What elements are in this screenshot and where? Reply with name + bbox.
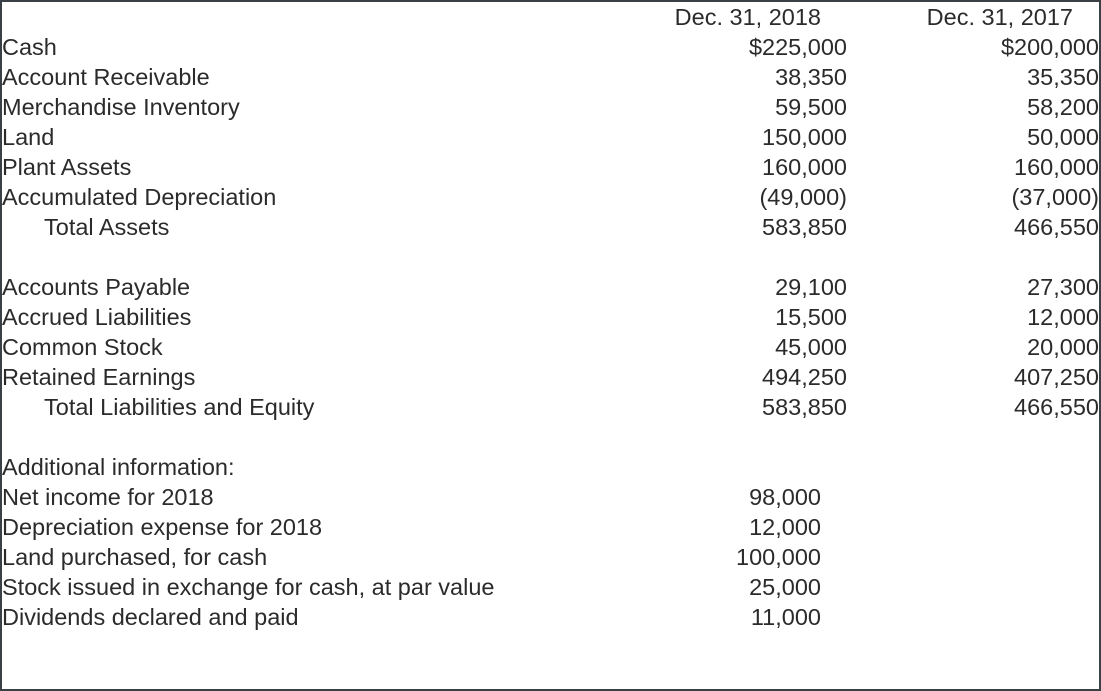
value-dec-31-2018: 59,500 — [775, 94, 847, 120]
value-dec-31-2018: 15,500 — [775, 304, 847, 330]
value-dec-31-2018: 494,250 — [762, 364, 847, 390]
section-spacer-liabilities — [2, 422, 1099, 452]
value-dec-31-2017: (37,000) — [1011, 184, 1099, 210]
value-dec-31-2018: 160,000 — [762, 154, 847, 180]
row-label: Retained Earnings — [2, 364, 196, 390]
table-row — [2, 182, 1099, 212]
row-label: Accrued Liabilities — [2, 304, 192, 330]
table-header — [2, 2, 1099, 32]
value-dec-31-2018: 583,850 — [762, 214, 847, 240]
value-dec-31-2018: 29,100 — [775, 274, 847, 300]
table-row — [2, 272, 1099, 302]
spacer-cell — [847, 242, 1099, 272]
table-row — [2, 572, 1099, 602]
spacer-cell — [639, 242, 847, 272]
additional-value: 12,000 — [749, 514, 821, 540]
comparative-balance-sheet-table — [2, 2, 1099, 632]
value-dec-31-2018: $225,000 — [748, 34, 847, 60]
value-dec-31-2017: 35,350 — [1027, 64, 1099, 90]
row-label: Merchandise Inventory — [2, 94, 240, 120]
empty-cell — [847, 482, 1099, 512]
row-label: Land purchased, for cash — [2, 544, 268, 570]
spacer-row — [2, 422, 1099, 452]
value-dec-31-2017: 12,000 — [1027, 304, 1099, 330]
column-header-dec-31-2017: Dec. 31, 2017 — [926, 4, 1073, 30]
row-label: Account Receivable — [2, 64, 210, 90]
table-row — [2, 392, 1099, 422]
table-row — [2, 512, 1099, 542]
empty-cell — [847, 572, 1099, 602]
empty-cell — [847, 602, 1099, 632]
table-row — [2, 32, 1099, 62]
assets-section — [2, 32, 1099, 242]
row-label: Plant Assets — [2, 154, 132, 180]
section-spacer-assets — [2, 242, 1099, 272]
table-row — [2, 152, 1099, 182]
additional-information-heading-row — [2, 452, 1099, 482]
row-label: Total Liabilities and Equity — [44, 394, 315, 420]
spacer-cell — [639, 422, 847, 452]
table-row — [2, 122, 1099, 152]
row-label: Stock issued in exchange for cash, at par value — [2, 574, 495, 600]
spacer-cell — [847, 422, 1099, 452]
value-dec-31-2018: (49,000) — [759, 184, 847, 210]
value-dec-31-2018: 38,350 — [775, 64, 847, 90]
value-dec-31-2017: 160,000 — [1014, 154, 1099, 180]
table-row — [2, 602, 1099, 632]
additional-value: 98,000 — [749, 484, 821, 510]
value-dec-31-2017: 50,000 — [1027, 124, 1099, 150]
empty-cell — [847, 512, 1099, 542]
row-label: Cash — [2, 34, 57, 60]
table-row — [2, 542, 1099, 572]
table-row — [2, 62, 1099, 92]
value-dec-31-2017: 27,300 — [1027, 274, 1099, 300]
column-header-row — [2, 2, 1099, 32]
value-dec-31-2017: 466,550 — [1014, 214, 1099, 240]
spacer-cell — [2, 242, 639, 272]
table-row — [2, 212, 1099, 242]
value-dec-31-2018: 45,000 — [775, 334, 847, 360]
value-dec-31-2018: 583,850 — [762, 394, 847, 420]
table-row — [2, 302, 1099, 332]
table-row — [2, 92, 1099, 122]
column-header-label — [2, 2, 639, 32]
empty-cell — [847, 542, 1099, 572]
spacer-cell — [2, 422, 639, 452]
value-dec-31-2018: 150,000 — [762, 124, 847, 150]
row-label: Depreciation expense for 2018 — [2, 514, 323, 540]
liabilities-equity-section — [2, 272, 1099, 422]
value-dec-31-2017: 58,200 — [1027, 94, 1099, 120]
table-row — [2, 332, 1099, 362]
row-label: Accounts Payable — [2, 274, 191, 300]
empty-cell — [639, 452, 847, 482]
row-label: Dividends declared and paid — [2, 604, 299, 630]
additional-information-section — [2, 452, 1099, 482]
value-dec-31-2017: 407,250 — [1014, 364, 1099, 390]
row-label: Accumulated Depreciation — [2, 184, 277, 210]
row-label: Land — [2, 124, 55, 150]
spacer-row — [2, 242, 1099, 272]
empty-cell — [847, 452, 1099, 482]
table-row — [2, 362, 1099, 392]
row-label: Common Stock — [2, 334, 163, 360]
additional-value: 100,000 — [736, 544, 821, 570]
table-row — [2, 482, 1099, 512]
column-header-dec-31-2018: Dec. 31, 2018 — [674, 4, 821, 30]
value-dec-31-2017: 20,000 — [1027, 334, 1099, 360]
value-dec-31-2017: $200,000 — [1000, 34, 1099, 60]
row-label: Net income for 2018 — [2, 484, 214, 510]
balance-sheet — [2, 2, 1099, 632]
additional-value: 11,000 — [750, 604, 821, 630]
row-label: Total Assets — [44, 214, 170, 240]
additional-information-rows — [2, 482, 1099, 632]
additional-information-heading: Additional information: — [2, 454, 235, 480]
additional-value: 25,000 — [749, 574, 821, 600]
value-dec-31-2017: 466,550 — [1014, 394, 1099, 420]
